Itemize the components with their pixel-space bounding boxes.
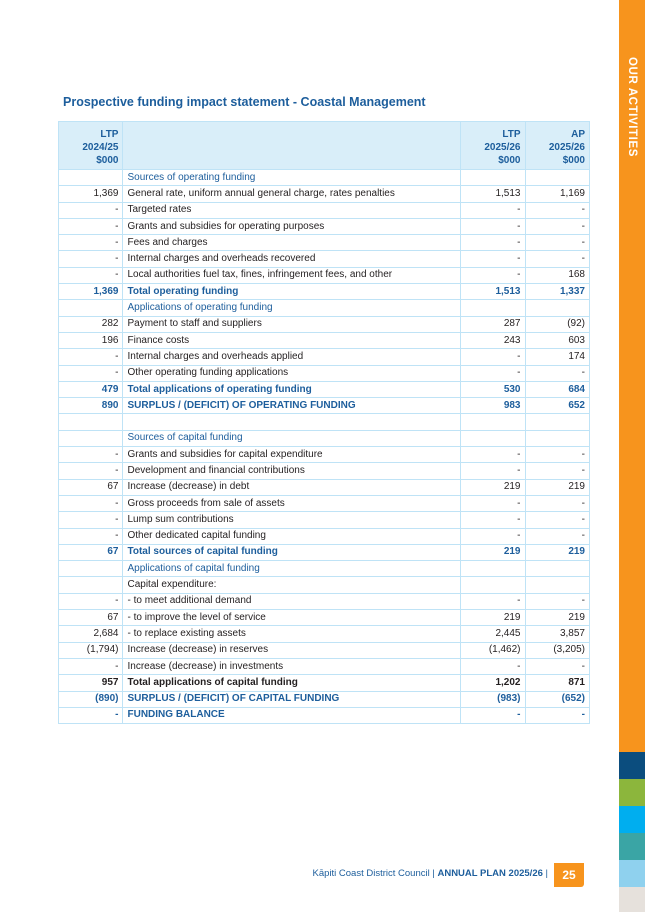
total-row [59, 381, 590, 397]
row-description: Increase (decrease) in debt [123, 479, 461, 495]
value-ap-2025 [525, 300, 590, 316]
total-row [59, 544, 590, 560]
row-description: Other dedicated capital funding [123, 528, 461, 544]
table-row [59, 251, 590, 267]
value-ltp-2025: - [461, 349, 525, 365]
table-row [59, 658, 590, 674]
value-ap-2025: 684 [525, 381, 590, 397]
value-ltp-2024: - [59, 495, 123, 511]
section-header-row [59, 430, 590, 446]
value-ltp-2024: 957 [59, 675, 123, 691]
table-row [59, 332, 590, 348]
value-ltp-2024: - [59, 707, 123, 723]
row-description: Applications of operating funding [123, 300, 461, 316]
row-description: Gross proceeds from sale of assets [123, 495, 461, 511]
value-ltp-2025: - [461, 528, 525, 544]
table-row [59, 463, 590, 479]
table-row [59, 186, 590, 202]
table-row [59, 577, 590, 593]
value-ltp-2024: 1,369 [59, 284, 123, 300]
value-ap-2025: (652) [525, 691, 590, 707]
value-ltp-2025 [461, 430, 525, 446]
funding-impact-table [58, 121, 590, 724]
value-ap-2025: - [525, 512, 590, 528]
color-swatch [619, 752, 645, 779]
value-ltp-2024: (890) [59, 691, 123, 707]
value-ap-2025: 174 [525, 349, 590, 365]
value-ap-2025: - [525, 365, 590, 381]
value-ap-2025 [525, 430, 590, 446]
value-ltp-2025: 243 [461, 332, 525, 348]
row-description: Total applications of capital funding [123, 675, 461, 691]
value-ltp-2025: - [461, 707, 525, 723]
value-ap-2025: - [525, 495, 590, 511]
value-ltp-2025: - [461, 267, 525, 283]
value-ltp-2025: - [461, 218, 525, 234]
value-ltp-2025 [461, 300, 525, 316]
row-description: Payment to staff and suppliers [123, 316, 461, 332]
row-description: Finance costs [123, 332, 461, 348]
value-ltp-2024: 67 [59, 479, 123, 495]
value-ltp-2024: - [59, 447, 123, 463]
value-ltp-2025: 983 [461, 398, 525, 414]
row-description: FUNDING BALANCE [123, 707, 461, 723]
row-description: Increase (decrease) in reserves [123, 642, 461, 658]
value-ltp-2025: - [461, 463, 525, 479]
row-description: SURPLUS / (DEFICIT) OF OPERATING FUNDING [123, 398, 461, 414]
value-ap-2025: 1,169 [525, 186, 590, 202]
value-ap-2025: 3,857 [525, 626, 590, 642]
value-ltp-2025: 1,202 [461, 675, 525, 691]
value-ltp-2025: - [461, 495, 525, 511]
row-description: Other operating funding applications [123, 365, 461, 381]
value-ap-2025: 871 [525, 675, 590, 691]
value-ap-2025: 603 [525, 332, 590, 348]
value-ap-2025 [525, 414, 590, 430]
footer-org: Kāpiti Coast District Council [312, 868, 430, 879]
table-row [59, 447, 590, 463]
table-row [59, 610, 590, 626]
value-ltp-2024: - [59, 528, 123, 544]
header-description [123, 122, 461, 170]
table-row [59, 495, 590, 511]
table-row [59, 512, 590, 528]
table-row [59, 316, 590, 332]
value-ltp-2024: - [59, 349, 123, 365]
color-swatch [619, 833, 645, 860]
section-header-row [59, 300, 590, 316]
header-ltp-2025: LTP 2025/26 $000 [461, 122, 525, 170]
row-description: Grants and subsidies for capital expenditure [123, 447, 461, 463]
row-description: Lump sum contributions [123, 512, 461, 528]
color-swatch [619, 779, 645, 806]
value-ltp-2025: - [461, 512, 525, 528]
footer-separator: | [432, 868, 435, 879]
value-ap-2025: 219 [525, 610, 590, 626]
value-ap-2025: - [525, 447, 590, 463]
value-ltp-2024: 282 [59, 316, 123, 332]
total-row [59, 284, 590, 300]
section-label: OUR ACTIVITIES [626, 57, 638, 157]
value-ltp-2025 [461, 577, 525, 593]
table-row [59, 235, 590, 251]
sidebar-orange-band [619, 0, 645, 752]
value-ltp-2024: - [59, 267, 123, 283]
color-swatch [619, 860, 645, 887]
value-ltp-2024: (1,794) [59, 642, 123, 658]
value-ltp-2024: - [59, 251, 123, 267]
value-ltp-2024: - [59, 235, 123, 251]
value-ltp-2025: - [461, 235, 525, 251]
table-row [59, 642, 590, 658]
value-ap-2025: - [525, 658, 590, 674]
table-row [59, 365, 590, 381]
value-ltp-2024: - [59, 463, 123, 479]
value-ap-2025: - [525, 593, 590, 609]
value-ltp-2024 [59, 430, 123, 446]
section-header-row [59, 170, 590, 186]
value-ap-2025: 1,337 [525, 284, 590, 300]
row-description: SURPLUS / (DEFICIT) OF CAPITAL FUNDING [123, 691, 461, 707]
value-ap-2025: 168 [525, 267, 590, 283]
table-row [59, 626, 590, 642]
table-row [59, 479, 590, 495]
row-description: Sources of capital funding [123, 430, 461, 446]
value-ltp-2025: - [461, 202, 525, 218]
page-title: Prospective funding impact statement - Coastal Management [63, 95, 426, 109]
value-ltp-2025: 287 [461, 316, 525, 332]
value-ap-2025: - [525, 707, 590, 723]
table-row [59, 349, 590, 365]
color-swatch [619, 887, 645, 912]
value-ap-2025: 219 [525, 544, 590, 560]
value-ltp-2025 [461, 561, 525, 577]
value-ap-2025: - [525, 463, 590, 479]
row-description: Total operating funding [123, 284, 461, 300]
value-ltp-2025: 219 [461, 544, 525, 560]
value-ltp-2025: (1,462) [461, 642, 525, 658]
table-row [59, 267, 590, 283]
row-description: Local authorities fuel tax, fines, infringement fees, and other [123, 267, 461, 283]
sidebar [619, 0, 645, 912]
total-row [59, 675, 590, 691]
value-ltp-2025: - [461, 365, 525, 381]
table-row [59, 218, 590, 234]
header-ltp-2024: LTP 2024/25 $000 [59, 122, 123, 170]
value-ltp-2025: - [461, 658, 525, 674]
total-row [59, 398, 590, 414]
value-ltp-2025: 530 [461, 381, 525, 397]
value-ltp-2024: - [59, 658, 123, 674]
total-row [59, 707, 590, 723]
value-ltp-2024: 890 [59, 398, 123, 414]
value-ap-2025: (3,205) [525, 642, 590, 658]
row-description: General rate, uniform annual general charge, rates penalties [123, 186, 461, 202]
value-ltp-2025: 2,445 [461, 626, 525, 642]
row-description: Applications of capital funding [123, 561, 461, 577]
total-row [59, 691, 590, 707]
value-ltp-2024: - [59, 202, 123, 218]
row-description: - to improve the level of service [123, 610, 461, 626]
color-swatch [619, 806, 645, 833]
value-ltp-2025: - [461, 593, 525, 609]
value-ltp-2024: 1,369 [59, 186, 123, 202]
value-ap-2025: (92) [525, 316, 590, 332]
table-header-row [59, 122, 590, 170]
value-ltp-2024: 67 [59, 610, 123, 626]
value-ap-2025: - [525, 251, 590, 267]
value-ap-2025: - [525, 218, 590, 234]
table-body [59, 170, 590, 724]
value-ltp-2025: 219 [461, 479, 525, 495]
value-ltp-2024 [59, 414, 123, 430]
value-ltp-2025: 1,513 [461, 284, 525, 300]
row-description: Fees and charges [123, 235, 461, 251]
header-ap-2025: AP 2025/26 $000 [525, 122, 590, 170]
value-ltp-2024 [59, 170, 123, 186]
row-description: Increase (decrease) in investments [123, 658, 461, 674]
table-row [59, 414, 590, 430]
value-ap-2025: - [525, 528, 590, 544]
row-description: - to replace existing assets [123, 626, 461, 642]
value-ap-2025 [525, 577, 590, 593]
value-ltp-2024: - [59, 365, 123, 381]
value-ltp-2024: 479 [59, 381, 123, 397]
value-ltp-2024: 67 [59, 544, 123, 560]
value-ltp-2025: 1,513 [461, 186, 525, 202]
table-row [59, 202, 590, 218]
row-description: Total sources of capital funding [123, 544, 461, 560]
value-ltp-2025: - [461, 447, 525, 463]
row-description: Internal charges and overheads recovered [123, 251, 461, 267]
row-description: Capital expenditure: [123, 577, 461, 593]
value-ltp-2025: 219 [461, 610, 525, 626]
table-row [59, 593, 590, 609]
value-ltp-2025 [461, 414, 525, 430]
value-ap-2025 [525, 170, 590, 186]
value-ltp-2024: 2,684 [59, 626, 123, 642]
value-ap-2025: - [525, 235, 590, 251]
value-ltp-2025: - [461, 251, 525, 267]
value-ap-2025 [525, 561, 590, 577]
footer [0, 868, 548, 879]
row-description [123, 414, 461, 430]
row-description: - to meet additional demand [123, 593, 461, 609]
value-ltp-2024: - [59, 512, 123, 528]
footer-doc-title: ANNUAL PLAN 2025/26 [437, 868, 543, 879]
value-ltp-2024: - [59, 593, 123, 609]
row-description: Grants and subsidies for operating purposes [123, 218, 461, 234]
row-description: Targeted rates [123, 202, 461, 218]
value-ap-2025: - [525, 202, 590, 218]
section-header-row [59, 561, 590, 577]
value-ltp-2024 [59, 300, 123, 316]
value-ltp-2024 [59, 577, 123, 593]
value-ltp-2024: 196 [59, 332, 123, 348]
row-description: Sources of operating funding [123, 170, 461, 186]
value-ap-2025: 219 [525, 479, 590, 495]
table-row [59, 528, 590, 544]
value-ltp-2025 [461, 170, 525, 186]
row-description: Internal charges and overheads applied [123, 349, 461, 365]
value-ltp-2025: (983) [461, 691, 525, 707]
footer-separator: | [545, 868, 548, 879]
row-description: Development and financial contributions [123, 463, 461, 479]
value-ap-2025: 652 [525, 398, 590, 414]
value-ltp-2024: - [59, 218, 123, 234]
page-number: 25 [554, 863, 584, 887]
value-ltp-2024 [59, 561, 123, 577]
row-description: Total applications of operating funding [123, 381, 461, 397]
